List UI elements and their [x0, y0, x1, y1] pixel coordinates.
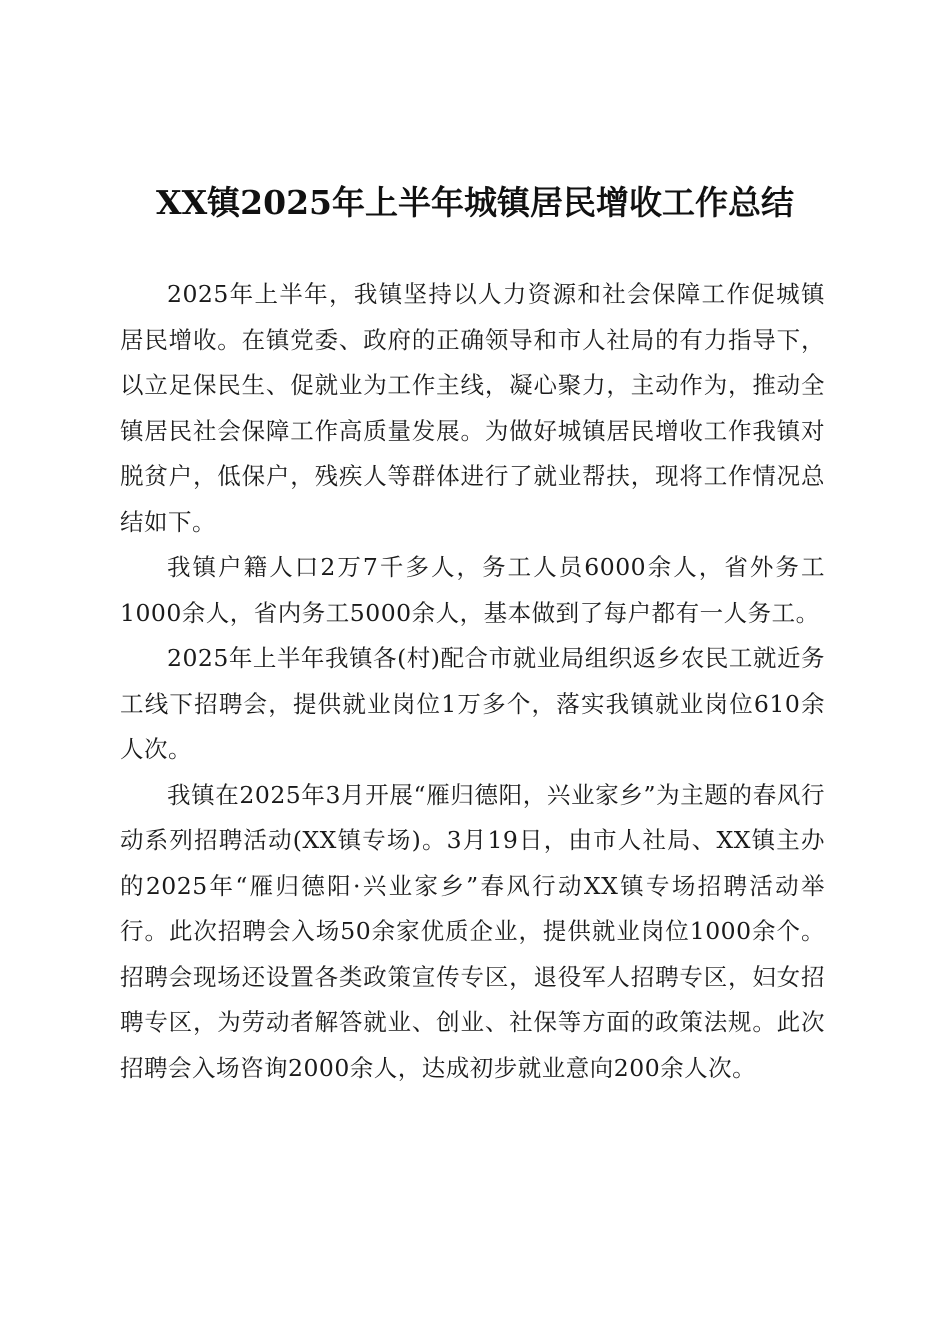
paragraph-job-fair: 2025年上半年我镇各(村)配合市就业局组织返乡农民工就近务工线下招聘会，提供就业岗位1万多个，落实我镇就业岗位610余人次。: [120, 644, 825, 763]
paragraph-spring-action: 我镇在2025年3月开展“雁归德阳，兴业家乡”为主题的春风行动系列招聘活动(XX镇专场)。3月19日，由市人社局、XX镇主办的2025年“雁归德阳·兴业家乡”春风行动XX镇专场招聘活动举行。此次招聘会入场50余家优质企业，提供就业岗位1000余个。招聘会现场还设置各类政策宣传专区，退役军人招聘专区，妇女招聘专区，为劳动者解答就业、创业、社保等方面的政策法规。此次招聘会入场咨询2000余人，达成初步就业意向200余人次。: [120, 780, 825, 1082]
document-title: XX镇2025年上半年城镇居民增收工作总结: [155, 183, 795, 222]
document-body: [120, 272, 825, 1091]
paragraph-population: 我镇户籍人口2万7千多人，务工人员6000余人，省外务工1000余人，省内务工5000余人，基本做到了每户都有一人务工。: [120, 553, 825, 627]
paragraph-intro: 2025年上半年，我镇坚持以人力资源和社会保障工作促城镇居民增收。在镇党委、政府的正确领导和市人社局的有力指导下，以立足保民生、促就业为工作主线，凝心聚力，主动作为，推动全镇居民社会保障工作高质量发展。为做好城镇居民增收工作我镇对脱贫户，低保户，残疾人等群体进行了就业帮扶，现将工作情况总结如下。: [120, 280, 825, 536]
